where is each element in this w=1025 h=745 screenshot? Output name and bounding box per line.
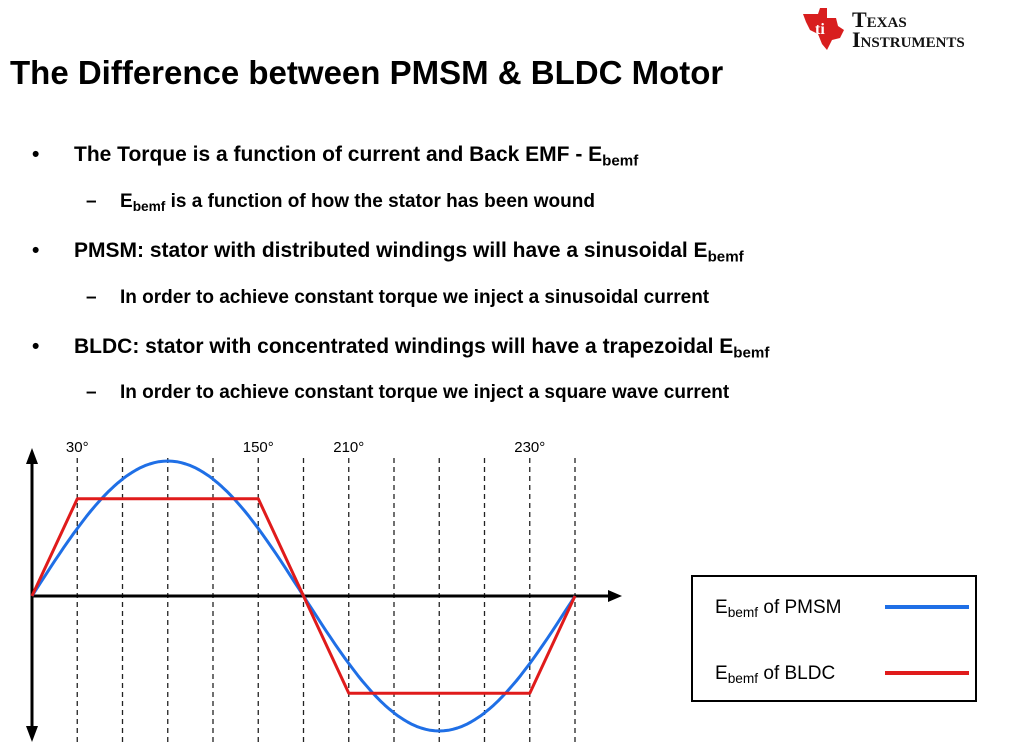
legend-swatch-pmsm [885, 605, 969, 609]
bullet-text: PMSM: stator with distributed windings will have a sinusoidal E [74, 239, 708, 262]
subbullet-text: In order to achieve constant torque we inject a sinusoidal current [120, 287, 710, 308]
ti-logo [800, 4, 1010, 56]
subbullet-marker: – [86, 382, 97, 403]
svg-text:ti: ti [815, 21, 825, 38]
angle-label: 150° [242, 439, 274, 456]
y-axis-arrow-up [26, 448, 38, 464]
subscript: bemf [733, 344, 770, 362]
subscript: bemf [602, 152, 639, 170]
bullet-marker: • [32, 239, 40, 262]
subbullet-marker: – [86, 191, 97, 212]
axes [26, 448, 622, 742]
bullet-text: BLDC: stator with concentrated windings will have a trapezoidal E [74, 335, 734, 358]
bullet-marker: • [32, 335, 40, 358]
subbullet-text: is a function of how the stator has been wound [165, 191, 595, 212]
ti-logo-text [852, 7, 965, 52]
angle-label: 230° [514, 439, 546, 456]
subscript: bemf [707, 248, 744, 266]
ti-logo-line1: Texas [852, 7, 907, 32]
subscript: bemf [132, 199, 166, 215]
legend-item-pmsm: $E_{bemf}$ of PMSM [715, 597, 842, 621]
angle-labels [66, 439, 545, 456]
ti-logo-line2: Instruments [852, 27, 965, 52]
angle-label: 30° [65, 439, 89, 456]
bemf-waveform-chart [0, 430, 640, 745]
chart-legend [691, 575, 977, 702]
slide-title: The Difference between PMSM & BLDC Motor [10, 54, 724, 91]
subbullet-text: In order to achieve constant torque we inject a square wave current [120, 382, 730, 403]
legend-swatch-bldc [885, 671, 969, 675]
angle-label: 210° [333, 439, 365, 456]
legend-item-bldc: $E_{bemf}$ of BLDC [715, 663, 836, 687]
subbullet-marker: – [86, 287, 97, 308]
ti-map-icon [800, 4, 848, 52]
x-axis-arrow [608, 590, 622, 602]
bullet-text: The Torque is a function of current and Back EMF - E [74, 143, 603, 166]
subbullet-lead: E [120, 191, 133, 212]
y-axis-arrow-down [26, 726, 38, 742]
bullet-marker: • [32, 143, 40, 166]
